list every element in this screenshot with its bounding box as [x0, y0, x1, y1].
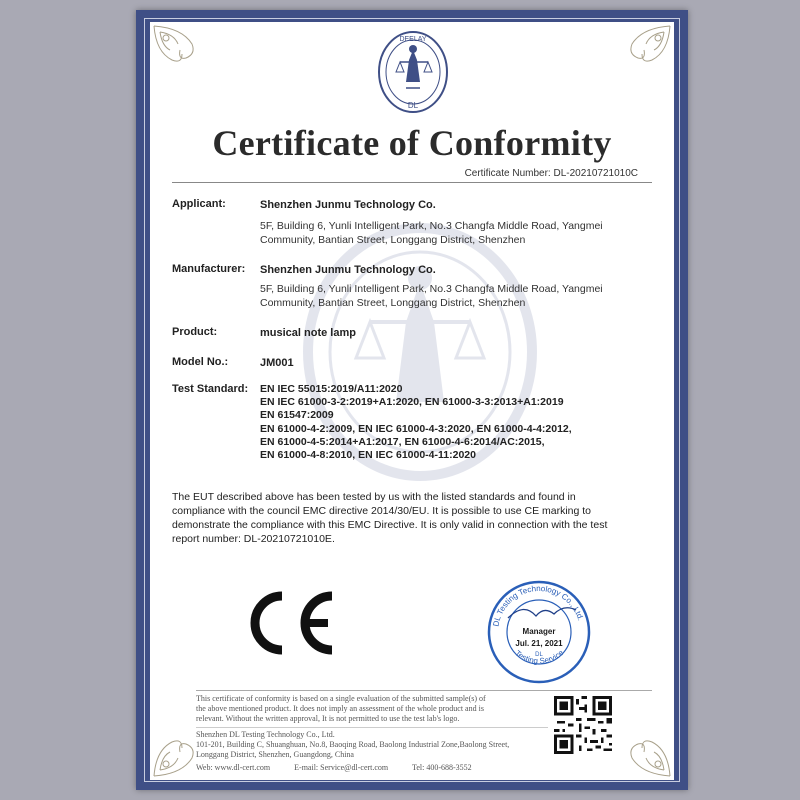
- header-divider: [172, 182, 652, 183]
- manufacturer-address-line: Community, Bantian Street, Longgang District, Shenzhen: [260, 297, 526, 309]
- stamp-ring-text: DL Testing Technology Co., Ltd.: [491, 583, 586, 628]
- statement-line: report number: DL-20210721010E.: [172, 533, 335, 545]
- lab-info: [196, 730, 548, 760]
- product-label: Product:: [172, 326, 218, 338]
- lab-email: E-mail: Service@dl-cert.com: [294, 763, 389, 772]
- statement-line: The EUT described above has been tested by us with the listed standards and found in: [172, 491, 576, 503]
- model-value: JM001: [260, 357, 294, 369]
- applicant-label: Applicant:: [172, 198, 226, 210]
- applicant-address: [260, 219, 650, 247]
- applicant-address-line: Community, Bantian Street, Longgang District, Shenzhen: [260, 234, 526, 246]
- disclaimer-line: the above mentioned product. It does not imply an assessment of the whole product and is: [196, 704, 484, 713]
- footer-disclaimer: [196, 694, 548, 724]
- lab-address-line: 101-201, Building C, Shuanghuan, No.8, Baoqing Road, Baolong Industrial Zone,Baolong Street,: [196, 740, 510, 749]
- applicant-address-line: 5F, Building 6, Yunli Intelligent Park, No.3 Changfa Middle Road, Yangmei: [260, 220, 603, 232]
- manufacturer-address: [260, 282, 650, 310]
- applicant-name: Shenzhen Junmu Technology Co.: [260, 199, 436, 211]
- ce-mark-icon: [246, 590, 336, 656]
- manufacturer-label: Manufacturer:: [172, 263, 246, 275]
- statement-line: demonstrate the compliance with this EMC Directive. It is only valid in connection with the test: [172, 519, 608, 531]
- manufacturer-address-line: 5F, Building 6, Yunli Intelligent Park, No.3 Changfa Middle Road, Yangmei: [260, 283, 603, 295]
- conformity-statement: [172, 490, 656, 546]
- test-standard-line: EN 61000-4-5:2014+A1:2017, EN 61000-4-6:2014/AC:2015,: [260, 435, 545, 448]
- stamp-date: Jul. 21, 2021: [515, 639, 563, 648]
- seal-bottom-text: DL: [407, 101, 419, 110]
- qr-code: [554, 696, 612, 754]
- seal-top-text: DEELAY: [399, 36, 427, 43]
- product-value: musical note lamp: [260, 327, 356, 339]
- lab-tel: Tel: 400-688-3552: [412, 763, 472, 772]
- footer-inner-divider: [196, 727, 548, 728]
- model-label: Model No.:: [172, 356, 229, 368]
- lab-address-line: Longgang District, Shenzhen, Guangdong, China: [196, 750, 354, 759]
- certificate-number: Certificate Number: DL-20210721010C: [464, 168, 638, 179]
- corner-ornament-bottom-right: [610, 726, 672, 778]
- certificate-title: Certificate of Conformity: [212, 123, 612, 163]
- test-standard-line: EN IEC 55015:2019/A11:2020: [260, 383, 403, 395]
- stamp-bottom-text: Testing Service: [513, 648, 566, 666]
- certificate-paper: [150, 22, 674, 780]
- footer-divider: [196, 690, 652, 691]
- test-standard-line: EN 61000-4-8:2010, EN IEC 61000-4-11:2020: [260, 449, 476, 462]
- corner-ornament-top-left: [152, 24, 214, 76]
- disclaimer-line: relevant. Without the written approval, It is not permitted to use the test lab's logo.: [196, 714, 460, 723]
- manufacturer-name: Shenzhen Junmu Technology Co.: [260, 264, 436, 276]
- corner-ornament-top-right: [610, 24, 672, 76]
- stamp-role: Manager: [522, 627, 556, 636]
- lab-contacts: [196, 763, 494, 772]
- testing-service-stamp: [484, 576, 594, 684]
- svg-text:DL Testing Technology Co., Ltd: [491, 584, 585, 627]
- test-standard-line: EN 61000-4-2:2009, EN IEC 61000-4-3:2020, EN 61000-4-4:2012,: [260, 422, 572, 435]
- statement-line: compliance with the council EMC directive 2014/30/EU. It is possible to use CE marking to: [172, 505, 592, 517]
- test-standard-list: [260, 383, 660, 462]
- test-standard-line: EN 61547:2009: [260, 409, 334, 422]
- lab-web: Web: www.dl-cert.com: [196, 763, 271, 772]
- test-standard-label: Test Standard:: [172, 383, 249, 395]
- test-standard-line: EN IEC 61000-3-2:2019+A1:2020, EN 61000-3-3:2013+A1:2019: [260, 396, 564, 409]
- deelay-logo-seal: [376, 30, 450, 114]
- lab-company: Shenzhen DL Testing Technology Co., Ltd.: [196, 730, 335, 739]
- disclaimer-line: This certificate of conformity is based on a single evaluation of the submitted sample(s) of: [196, 694, 486, 703]
- stamp-small-text: DL: [535, 652, 543, 658]
